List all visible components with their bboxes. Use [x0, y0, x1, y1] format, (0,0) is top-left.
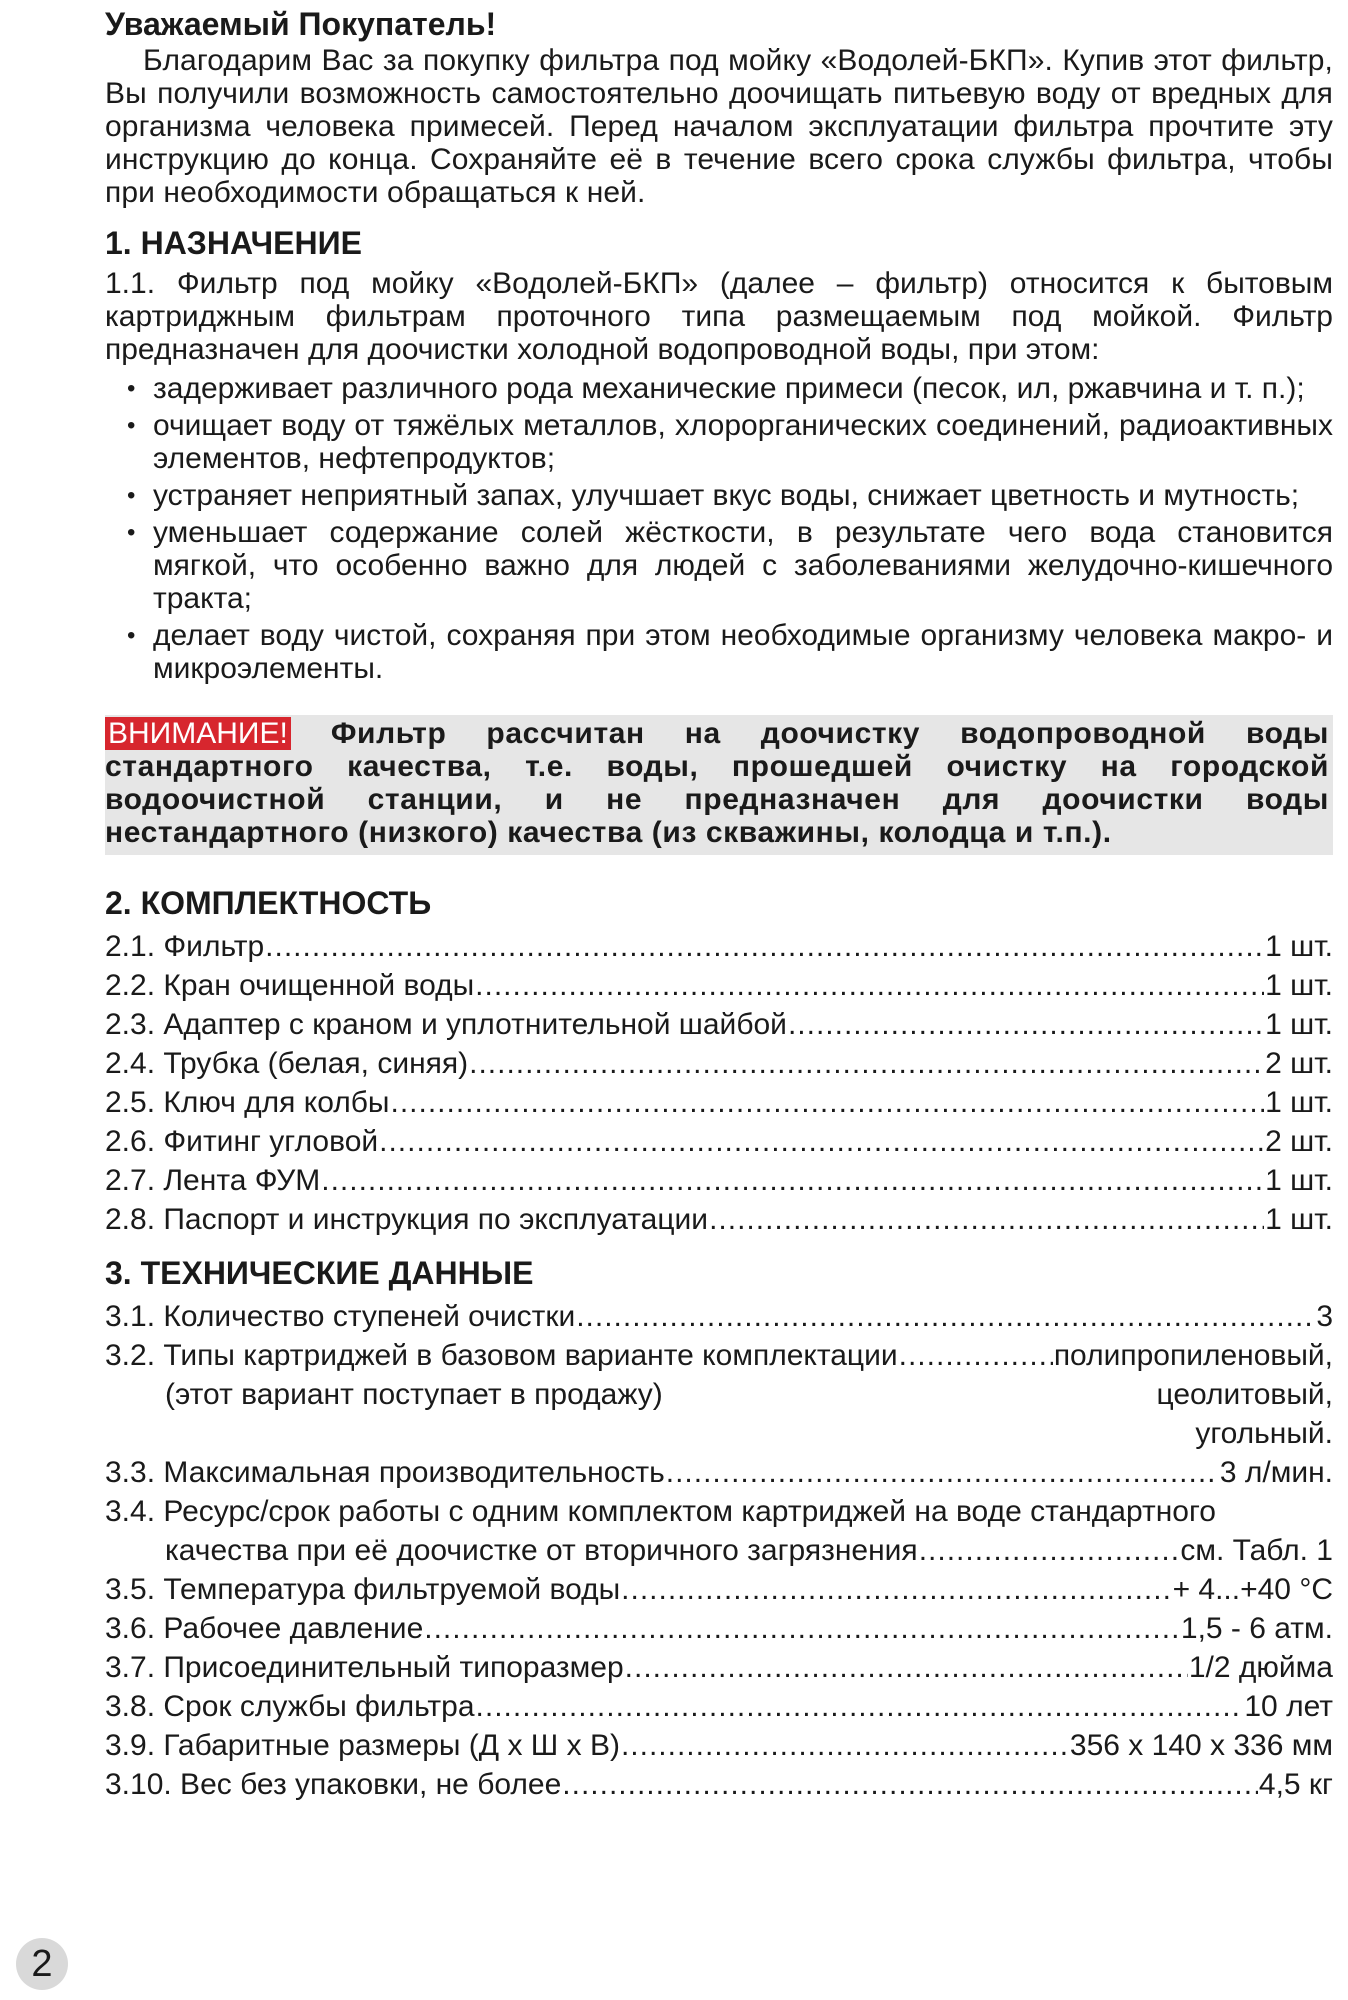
page-number: 2	[16, 1938, 68, 1990]
list-item: • устраняет неприятный запах, улучшает вкус воды, снижает цветность и мутность;	[127, 479, 1300, 512]
tech-row: 3.4. Ресурс/срок работы с одним комплектом картриджей на воде стандартного	[105, 1495, 1216, 1528]
document-page	[105, 4, 1333, 1804]
list-item: • делает воду чистой, сохраняя при этом необходимые организму человека макро- и микроэлементы.	[127, 619, 1333, 685]
kit-list	[105, 927, 1333, 1239]
list-item: • задерживает различного рода механические примеси (песок, ил, ржавчина и т. п.);	[127, 372, 1305, 405]
tech-row-continuation: (этот вариант поступает в продажу) цеолитовый,	[165, 1378, 1333, 1411]
kit-row: 2.6. Фитинг угловой ..... 2 шт.	[105, 1122, 1333, 1161]
bullet-icon: •	[127, 482, 136, 509]
list-item: • уменьшает содержание солей жёсткости, в результате чего вода становится мягкой, что особенно важно для людей с заболеваниями желудочно-кишечного тракта;	[127, 516, 1333, 615]
kit-row: 2.2. Кран очищенной воды ..... 1 шт.	[105, 966, 1333, 1005]
bullet-icon: •	[127, 622, 136, 649]
list-item: • очищает воду от тяжёлых металлов, хлорорганических соединений, радиоактивных элементов, нефтепродуктов;	[127, 409, 1333, 475]
tech-row: 3.6. Рабочее давление ..... 1,5 - 6 атм.	[105, 1609, 1333, 1648]
kit-row: 2.4. Трубка (белая, синяя) ..... 2 шт.	[105, 1044, 1333, 1083]
tech-row: 3.5. Температура фильтруемой воды ..... + 4...+40 °С	[105, 1570, 1333, 1609]
section-2-title: 2. КОМПЛЕКТНОСТЬ	[105, 885, 432, 921]
tech-data-list	[105, 1297, 1333, 1804]
tech-row-continuation: качества при её доочистке от вторичного загрязнения ..... см. Табл. 1	[105, 1531, 1333, 1570]
tech-row: 3.2. Типы картриджей в базовом варианте комплектации ..... полипропиленовый,	[105, 1336, 1333, 1375]
tech-row: 3.1. Количество ступеней очистки ..... 3	[105, 1297, 1333, 1336]
tech-row: 3.9. Габаритные размеры (Д х Ш х В) ..... 356 х 140 х 336 мм	[105, 1726, 1333, 1765]
section-3-title: 3. ТЕХНИЧЕСКИЕ ДАННЫЕ	[105, 1255, 534, 1291]
tech-row: 3.8. Срок службы фильтра ..... 10 лет	[105, 1687, 1333, 1726]
warning-tag: ВНИМАНИЕ!	[105, 717, 291, 750]
bullet-icon: •	[127, 375, 136, 402]
bullet-icon: •	[127, 412, 136, 439]
bullet-icon: •	[127, 519, 136, 546]
kit-row: 2.1. Фильтр ..... 1 шт.	[105, 927, 1333, 966]
kit-row: 2.8. Паспорт и инструкция по эксплуатации ..... 1 шт.	[105, 1200, 1333, 1239]
tech-row: 3.3. Максимальная производительность ..... 3 л/мин.	[105, 1453, 1333, 1492]
intro-paragraph: Благодарим Вас за покупку фильтра под мойку «Водолей-БКП». Купив этот фильтр, Вы получили возможность самостоятельно доочищать питьевую воду от вредных для организма человека примесей. Перед началом эксплуатации фильтра прочтите эту инструкцию до конца. Сохраняйте её в течение всего срока службы фильтра, чтобы при необходимости обращаться к ней.	[105, 44, 1333, 209]
kit-row: 2.7. Лента ФУМ ..... 1 шт.	[105, 1161, 1333, 1200]
tech-row: 3.7. Присоединительный типоразмер ..... 1/2 дюйма	[105, 1648, 1333, 1687]
greeting-heading: Уважаемый Покупатель!	[105, 6, 497, 42]
warning-box	[105, 715, 1333, 855]
kit-row: 2.5. Ключ для колбы ..... 1 шт.	[105, 1083, 1333, 1122]
section-1-paragraph: 1.1. Фильтр под мойку «Водолей-БКП» (далее – фильтр) относится к бытовым картриджным фильтрам проточного типа размещаемым под мойкой. Фильтр предназначен для доочистки холодной водопроводной воды, при этом:	[105, 267, 1333, 366]
tech-row: 3.10. Вес без упаковки, не более ..... 4,5 кг	[105, 1765, 1333, 1804]
section-1-title: 1. НАЗНАЧЕНИЕ	[105, 225, 362, 261]
purpose-list	[105, 372, 1333, 685]
tech-row-continuation: угольный.	[1195, 1417, 1333, 1450]
kit-row: 2.3. Адаптер с краном и уплотнительной шайбой ..... 1 шт.	[105, 1005, 1333, 1044]
warning-text: Фильтр рассчитан на доочистку водопроводной воды стандартного качества, т.е. воды, прошедшей очистку на городской водоочистной станции, и не предназначен для доочистки воды нестандартного (низкого) качества (из скважины, колодца и т.п.).	[105, 717, 1329, 849]
